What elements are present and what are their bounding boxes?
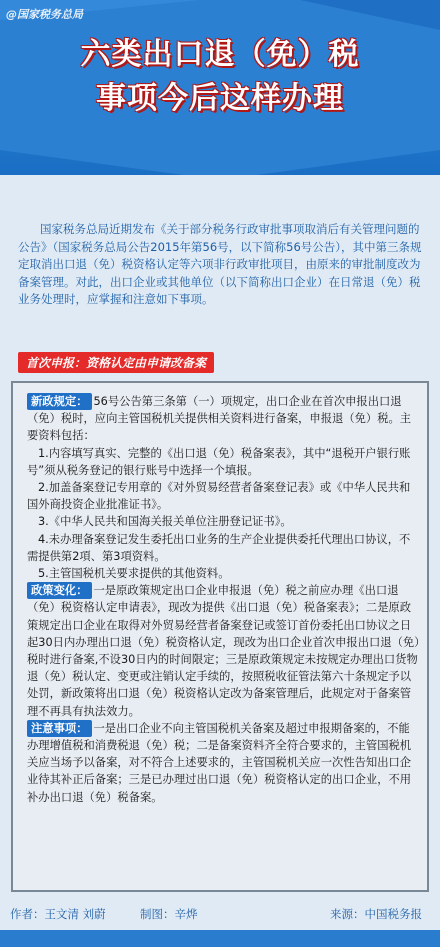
policy-change-paragraph [27,582,421,720]
new-rule-text: 56号公告第三条第（一）项规定，出口企业在首次申报出口退（免）税时，应向主管国税机关提供相关资料进行备案，申报退（免）税。主要资料包括： [27,395,412,443]
title-line-2: 事项今后这样办理 [96,81,344,116]
policy-change-label: 政策变化： [27,582,92,599]
notice-text: 一是出口企业不向主管国税机关备案及超过申报期备案的，不能办理增值税和消费税退（免）税；二是备案资料齐全符合要求的，主管国税机关应当场予以备案，对不符合上述要求的，主管国税机关应一次性告知出口企业待其补正后备案；三是已办理过出口退（免）税资格认定的出口企业，不用补办出口退（免）税备案。 [27,721,412,804]
title-line-1: 六类出口退（免）税 [80,37,360,72]
notice-paragraph [27,720,421,806]
notice-label: 注意事项： [27,720,92,737]
header-banner [0,0,440,175]
content-card [11,381,429,892]
author-credit: 作者：王文清 刘蔚 [10,907,106,921]
publisher-logo: @国家税务总局 [6,8,83,21]
page-title [22,33,418,133]
source-credit: 来源：中国税务报 [330,907,422,921]
card-body [27,393,421,806]
footer [0,898,440,928]
list-item: 2.加盖备案登记专用章的《对外贸易经营者备案登记表》或《中华人民共和国外商投资企业批准证书》。 [27,481,411,512]
list-item: 5.主管国税机关要求提供的其他资料。 [38,567,230,581]
new-rule-paragraph [27,393,421,445]
maker-credit: 制图：辛烨 [140,907,198,921]
section-tag: 首次申报：资格认定由申请改备案 [18,352,214,373]
list-item: 1.内容填写真实、完整的《出口退（免）税备案表》，其中“退税开户银行账号”须从税务登记的银行账号中选择一个填报。 [27,446,411,477]
bottom-bar [0,930,440,947]
list-item: 3.《中华人民共和国海关报关单位注册登记证书》。 [38,515,292,529]
intro-paragraph: 国家税务总局近期发布《关于部分税务行政审批事项取消后有关管理问题的公告》（国家税务总局公告2015年第56号，以下简称56号公告），其中第三条规定取消出口退（免）税资格认定等六项非行政审批项目，由原来的审批制度改为备案管理。对此，出口企业或其他单位（以下简称出口企业）在日常退（免）税业务处理时，应掌握和注意如下事项。 [18,222,422,306]
new-rule-label: 新政规定： [27,393,92,410]
policy-change-text: 一是原政策规定出口企业申报退（免）税之前应办理《出口退（免）税资格认定申请表》，现改为提供《出口退（免）税备案表》；二是原政策规定出口企业在取得对外贸易经营者备案登记或签订首份委托出口协议之日起30日内办理出口退（免）税资格认定，现改为出口企业首次申报出口退（免）税时进行备案,不设30日内的时间限定；三是原政策规定未按规定办理出口货物退（免）税认定、变更或注销认定手续的，按照税收征管法第六十条规定予以处罚，新政策将出口退（免）税资格认定改为备案管理后，此规定对于备案管理不再具有执法效力。 [27,584,420,718]
list-item: 4.未办理备案登记发生委托出口业务的生产企业提供委托代理出口协议，不需提供第2項、第3項资料。 [27,532,411,563]
